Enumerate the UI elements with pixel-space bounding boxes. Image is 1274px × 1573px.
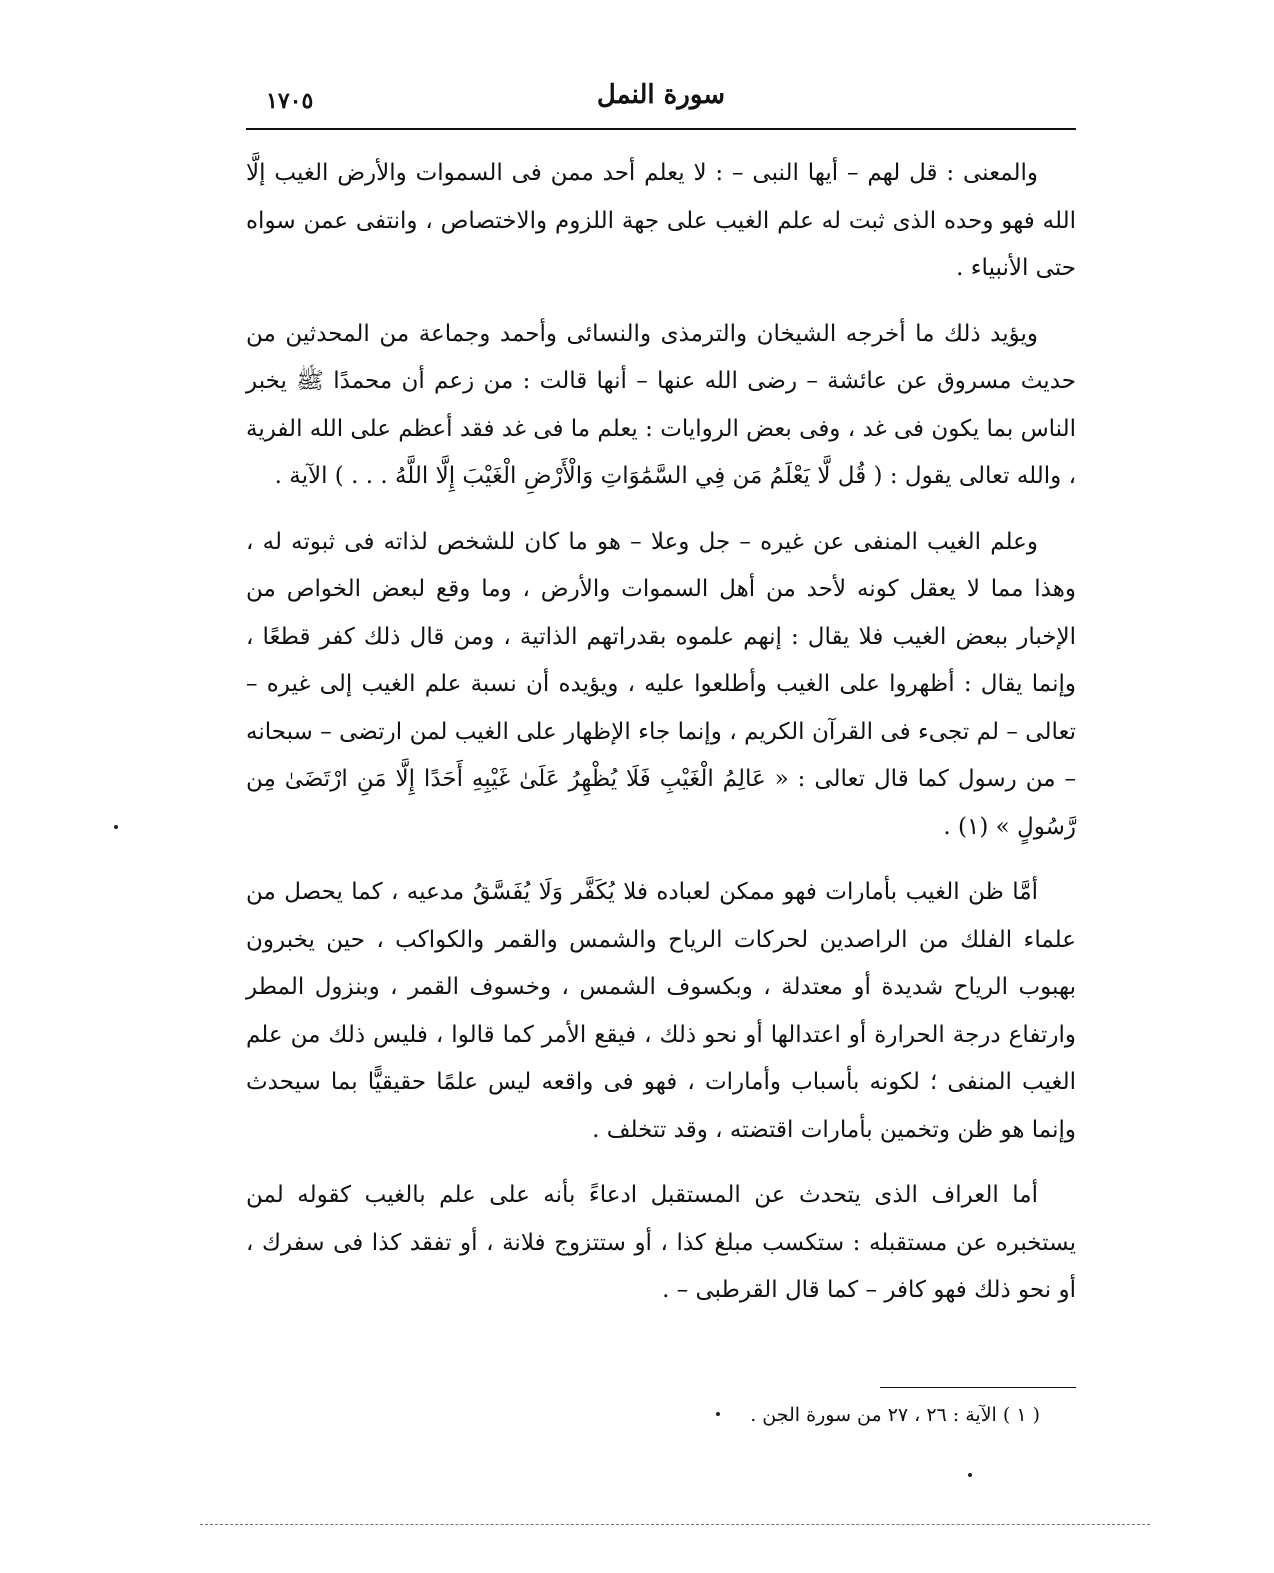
scan-speck bbox=[114, 825, 118, 829]
page-number: ١٧٠٥ bbox=[266, 88, 314, 114]
scan-speck bbox=[716, 1412, 720, 1416]
paragraph-hadith: ويؤيد ذلك ما أخرجه الشيخان والترمذى والنسائى وأحمد وجماعة من المحدثين من حديث مسروق عن عائشة – رضى الله عنها – أنها قالت : من زعم أن محمدًا ﷺ يخبر الناس بما يكون فى غد ، وفى بعض الروايات : يعلم ما فى غد فقد أعظم على الله الفرية ، والله تعالى يقول : ( قُل لَّا يَعْلَمُ مَن فِي السَّمَٰوَاتِ وَالْأَرْضِ الْغَيْبَ إِلَّا اللَّهُ . . . ) الآية . bbox=[246, 320, 1076, 489]
scan-edge-line bbox=[200, 1524, 1150, 1525]
footnote: ( ١ ) الآية : ٢٦ ، ٢٧ من سورة الجن . bbox=[750, 1404, 1040, 1426]
paragraph-fortune-teller: أما العراف الذى يتحدث عن المستقبل ادعاءً بأنه على علم بالغيب كقوله لمن يستخبره عن مستقبله : ستكسب مبلغ كذا ، أو ستتزوج فلانة ، أو تفقد كذا فى سفرك ، أو نحو ذلك فهو كافر – كما قال القرطبى – . bbox=[246, 1182, 1076, 1303]
paragraph-unseen-knowledge: وعلم الغيب المنفى عن غيره – جل وعلا – هو ما كان للشخص لذاته فى ثبوته له ، وهذا مما لا يعقل كونه لأحد من أهل السموات والأرض ، وما وقع لبعض الخواص من الإخبار ببعض الغيب فلا يقال : إنهم علموه بقدراتهم الذاتية ، ومن قال ذلك كفر قطعًا ، وإنما يقال : أظهروا على الغيب وأطلعوا عليه ، ويؤيده أن نسبة علم الغيب إلى غيره – تعالى – لم تجىء فى القرآن الكريم ، وإنما جاء الإظهار على الغيب لمن ارتضى – سبحانه – من رسول كما قال تعالى : « عَالِمُ الْغَيْبِ فَلَا يُظْهِرُ عَلَىٰ غَيْبِهِ أَحَدًا إِلَّا مَنِ ارْتَضَىٰ مِن رَّسُولٍ » (١) . bbox=[246, 528, 1076, 840]
page-header bbox=[246, 80, 1076, 126]
header-divider bbox=[246, 128, 1076, 130]
paragraph-meaning: والمعنى : قل لهم – أيها النبى – : لا يعلم أحد ممن فى السموات والأرض الغيب إلَّا الله فهو وحده الذى ثبت له علم الغيب على جهة اللزوم والاختصاص ، وانتفى عمن سواه حتى الأنبياء . bbox=[246, 160, 1076, 281]
footnote-divider bbox=[880, 1387, 1076, 1388]
paragraph-conjecture: أمَّا ظن الغيب بأمارات فهو ممكن لعباده فلا يُكَفَّر وَلَا يُفَسَّقُ مدعيه ، كما يحصل من علماء الفلك من الراصدين لحركات الرياح والشمس والقمر والكواكب ، حين يخبرون بهبوب الرياح شديدة أو معتدلة ، وبكسوف الشمس ، وخسوف القمر ، وبنزول المطر وارتفاع درجة الحرارة أو اعتدالها أو نحو ذلك ، فيقع الأمر كما قالوا ، فليس ذلك من علم الغيب المنفى ؛ لكونه بأسباب وأمارات ، فهو فى واقعه ليس علمًا حقيقيًّا بما سيحدث وإنما هو ظن وتخمين بأمارات اقتضته ، وقد تتخلف . bbox=[246, 879, 1076, 1143]
surah-title: سورة النمل bbox=[596, 80, 726, 110]
scan-speck bbox=[968, 1473, 972, 1477]
page-body bbox=[246, 150, 1076, 1315]
